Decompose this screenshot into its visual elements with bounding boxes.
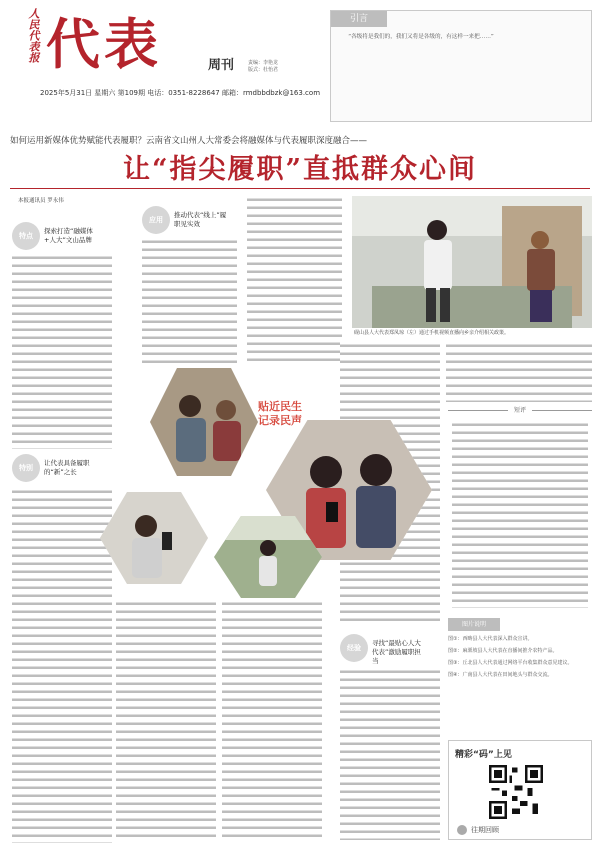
- qr-code-icon[interactable]: [489, 765, 543, 819]
- back-issues-link[interactable]: 往期回顾: [471, 826, 499, 834]
- back-issues-icon: [457, 825, 467, 835]
- section-badge: 应用: [142, 206, 170, 234]
- top-photo-caption: 砚山县人大代表郑凤琼（左）通过手机视频直播向乡亲介绍相关政策。: [354, 330, 510, 336]
- photo-description-item: 图③：丘北县人大代表通过网络平台收集群众意见建议。: [448, 660, 573, 666]
- newspaper-logo: 人民代表报: [27, 8, 40, 63]
- commentary-title: [448, 405, 592, 414]
- body-column-8: [340, 668, 440, 840]
- commentary-title-text: 短评: [508, 407, 532, 414]
- body-column-2: [142, 238, 237, 363]
- designer-line: 版式：杜怡君: [248, 67, 279, 73]
- commentary-box: [448, 407, 592, 612]
- editor-credits: [248, 60, 278, 74]
- section-subtitle: 周刊: [208, 58, 235, 73]
- qr-title: 精彩“码”上见: [455, 750, 512, 760]
- photo-description-item: 图②：麻栗坡县人大代表在直播间推介农特产品。: [448, 648, 558, 654]
- commentary-body: [452, 421, 588, 608]
- body-column-3: [247, 196, 342, 363]
- section-heading-4: [340, 634, 426, 666]
- collage-photo-1: [150, 368, 258, 476]
- section-title: 代表: [46, 12, 162, 76]
- photo-description-item: 图①：西畴县人大代表深入群众宣讲。: [448, 636, 533, 642]
- article-subhead: 如何运用新媒体优势赋能代表履职？云南省文山州人大常委会将融媒体与代表履职深度融合——: [10, 136, 368, 146]
- photo-description-title: 图片说明: [448, 618, 500, 631]
- headline-rule: [10, 188, 590, 189]
- top-photo: [352, 196, 592, 328]
- slogan-line-2: 记录民声: [258, 414, 302, 427]
- photo-description-item: 图④：广南县人大代表在田间地头与群众交流。: [448, 672, 553, 678]
- body-column-1: [12, 254, 112, 449]
- slogan-line-1: 贴近民生: [258, 400, 302, 413]
- intro-tag: 引言: [331, 11, 387, 27]
- section-title: 推动代表“线上”履职见实效: [174, 211, 227, 228]
- body-column-5: [222, 600, 322, 840]
- section-badge: 特点: [12, 222, 40, 250]
- article-byline: 本报通讯员 罗永伟: [18, 198, 64, 204]
- section-title: 探索打造“融媒体+人大”文山品牌: [44, 227, 93, 244]
- body-column-4: [116, 600, 216, 840]
- collage-slogan: [258, 400, 302, 428]
- article-headline: 让“指尖履职”直抵群众心间: [122, 154, 478, 185]
- section-badge: 特别: [12, 454, 40, 482]
- body-column-7: [446, 342, 592, 402]
- issue-info: 2025年5月31日 星期六 第109期 电话：0351-8228647 邮箱：rmdbbdbzk@163.com: [40, 89, 321, 97]
- collage-photo-3: [100, 492, 208, 584]
- section-heading-1: [12, 222, 98, 250]
- qr-box: [448, 740, 592, 840]
- intro-text: “各级将是我们的，我们又将是各级的，有这样一来把……”: [348, 34, 494, 40]
- section-title: 让代表具备履职的“新”之长: [44, 459, 90, 476]
- editor-line: 责编：李艳龙: [248, 60, 279, 66]
- intro-box: [330, 10, 592, 122]
- section-title: 寻找“最贴心人大代表”激励履职担当: [372, 639, 421, 665]
- masthead: [10, 8, 320, 98]
- section-heading-3: [12, 454, 98, 482]
- photo-description: [448, 618, 592, 718]
- body-column-1b: [12, 488, 112, 843]
- section-badge: 经验: [340, 634, 368, 662]
- section-heading-2: [142, 206, 228, 234]
